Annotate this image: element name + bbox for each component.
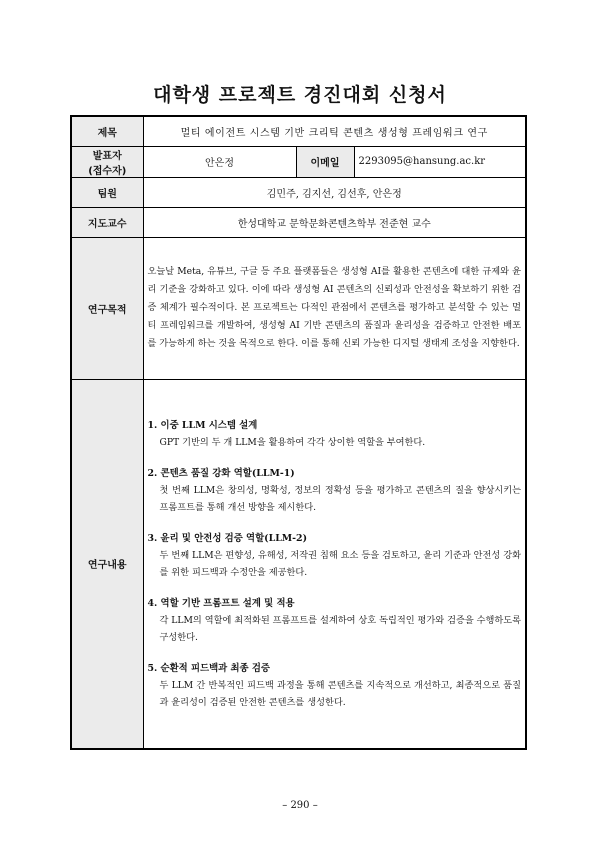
section-heading: 2. 콘텐츠 품질 강화 역할(LLM-1) [147,467,295,479]
document-title: 대학생 프로젝트 경진대회 신청서 [153,84,447,106]
purpose-label: 연구목적 [71,237,143,379]
advisor-label: 지도교수 [71,207,143,237]
section-body: GPT 기반의 두 개 LLM을 활용하여 각각 상이한 역할을 부여한다. [159,436,426,448]
presenter-label-line1: 발표자 [92,150,122,162]
section-body: 두 번째 LLM은 편향성, 유해성, 저작권 침해 요소 등을 검토하고, 윤리 기준과 안전성 강화를 위한 피드백과 수정안을 제공한다. [159,549,521,578]
section-body: 두 LLM 간 반복적인 피드백 과정을 통해 콘텐츠를 지속적으로 개선하고, 최종적으로 품질과 윤리성이 검증된 안전한 콘텐츠를 생성한다. [159,679,521,708]
subject-label: 제목 [71,116,143,146]
purpose-text: 오늘날 Meta, 유튜브, 구글 등 주요 플랫폼들은 생성형 AI를 활용한 콘텐츠에 대한 규제와 윤리 기준을 강화하고 있다. 이에 따라 생성형 AI 콘텐츠의 신뢰성과 안전성을 확보하기 위한 검증 체계가 필수적이다. 본 프로젝트는 다적인 관점에서 콘텐츠를 평가하고 분석할 수 있는 멀티 프레임워크를 개발하여, 생성형 AI 기반 콘텐츠의 품질과 윤리성을 검증하고 안전한 배포를 가능하게 하는 것을 목적으로 한다. 이를 통해 신뢰 가능한 디지털 생태계 조성을 지향한다. [143,237,526,379]
application-form-table [70,115,527,750]
presenter-label-line2: (접수자) [88,165,127,177]
content-section [148,595,522,646]
subject-row [71,116,526,146]
advisor-row [71,207,526,237]
email-label: 이메일 [296,146,354,177]
section-heading: 3. 윤리 및 안전성 검증 역할(LLM-2) [147,532,308,544]
email-value: 2293095@hansung.ac.kr [354,146,526,177]
content-section [148,530,522,581]
content-section [148,417,522,451]
section-body: 각 LLM의 역할에 최적화된 프롬프트를 설계하여 상호 독립적인 평가와 검증을 수행하도록 구성한다. [159,614,521,643]
content-label: 연구내용 [71,379,143,749]
content-section [148,660,522,711]
page-number: – 290 – [282,800,318,811]
content-row [71,379,526,749]
section-heading: 4. 역할 기반 프롬프트 설계 및 적용 [147,597,295,609]
subject-value: 멀티 에이전트 시스템 기반 크리틱 콘텐츠 생성형 프레임워크 연구 [143,116,526,146]
section-heading: 1. 이중 LLM 시스템 설계 [147,419,258,431]
section-body: 첫 번째 LLM은 창의성, 명확성, 정보의 정확성 등을 평가하고 콘텐츠의 질을 향상시키는 프롬프트를 통해 개선 방향을 제시한다. [159,484,521,513]
advisor-value: 한성대학교 문학문화콘텐츠학부 전준현 교수 [143,207,526,237]
content-section [148,465,522,516]
section-heading: 5. 순환적 피드백과 최종 검증 [147,662,270,674]
content-sections [143,379,526,749]
team-label: 팀원 [71,177,143,207]
team-value: 김민주, 김지선, 김선후, 안은정 [143,177,526,207]
presenter-label [71,146,143,177]
team-row [71,177,526,207]
purpose-row [71,237,526,379]
presenter-row [71,146,526,177]
presenter-value: 안은정 [143,146,296,177]
